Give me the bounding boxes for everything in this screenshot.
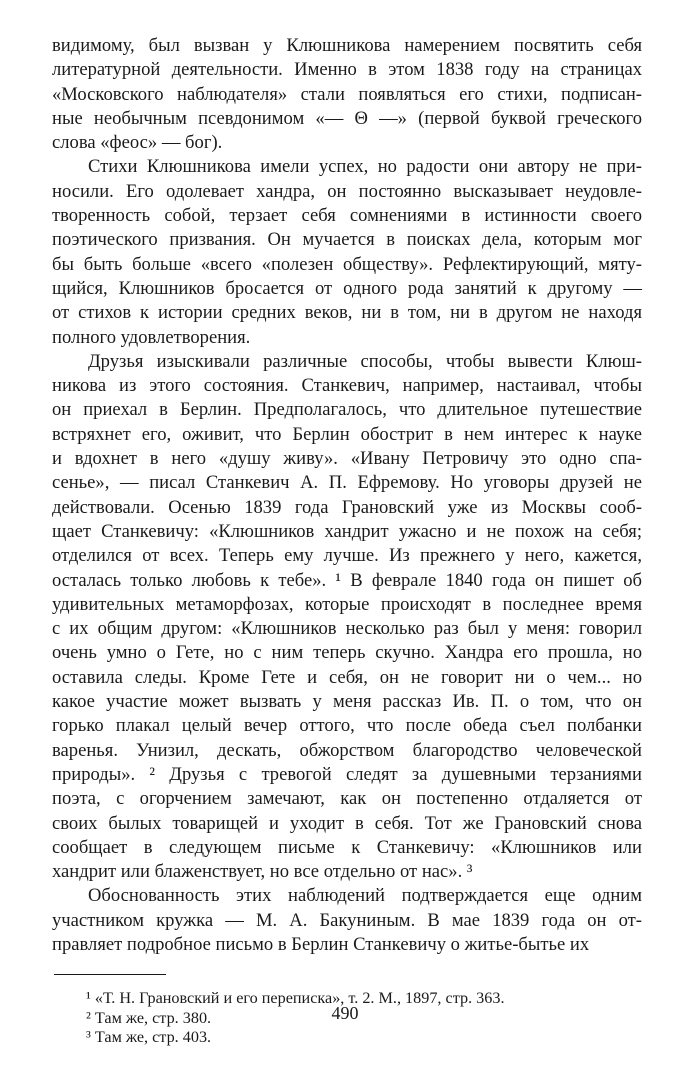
text-line: литературной деятельности. Именно в этом 1838 году на страницах [52, 59, 642, 81]
text-line: с их общим другом: «Клюшников несколько раз был у меня: говорил [52, 618, 642, 640]
text-line: отделился от всех. Теперь ему лучше. Из прежнего у него, кажется, [52, 545, 642, 567]
footnote-divider [54, 974, 166, 975]
text-line: Друзья изыскивали различные способы, чтобы вывести Клюш- [88, 350, 642, 372]
text-line: природы». ² Друзья с тревогой следят за душевными терзаниями [52, 763, 642, 785]
text-line: ные необычным псевдонимом «— Θ —» (первой буквой греческого [52, 107, 642, 129]
text-line: хандрит или блаженствует, но все отдельно от нас». ³ [52, 861, 473, 883]
footnote: ² Там же, стр. 380. [86, 1008, 212, 1027]
text-line: сообщает в следующем письме к Станкевичу: «Клюшников или [52, 836, 642, 858]
text-line: сенье», — писал Станкевич А. П. Ефремову. Но уговоры друзей не [52, 472, 642, 494]
text-line: слова «феос» — бог). [52, 132, 223, 154]
text-line: бы быть больше «всего «полезен обществу». Рефлектирующий, мяту- [52, 253, 642, 275]
text-line: встряхнет его, оживит, что Берлин обострит в нем интерес к науке [52, 423, 642, 445]
text-line: он приехал в Берлин. Предполагалось, что длительное путешествие [52, 399, 642, 421]
text-line: осталась только любовь к тебе». ¹ В феврале 1840 года он пишет об [52, 569, 642, 591]
text-line: видимому, был вызван у Клюшникова намерением посвятить себя [52, 35, 642, 56]
book-page [52, 34, 642, 1048]
text-line: оставила следы. Кроме Гете и себя, он не говорит ни о чем... но [52, 666, 642, 688]
text-line: носили. Его одолевает хандра, он постоянно высказывает неудовле- [52, 180, 642, 202]
paragraph [52, 884, 642, 957]
text-line: действовали. Осенью 1839 года Грановский уже из Москвы сооб- [52, 496, 642, 518]
text-line: Обоснованность этих наблюдений подтверждается еще одним [88, 885, 642, 907]
paragraph [52, 350, 642, 885]
text-line: «Московского наблюдателя» стали появляться его стихи, подписан- [52, 83, 642, 105]
paragraph [52, 155, 642, 349]
text-line: творенность собой, терзает себя сомнениями в истинности своего [52, 205, 642, 227]
text-line: полного удовлетворения. [52, 326, 251, 348]
text-line: своих былых товарищей и уходит в себя. Тот же Грановский снова [52, 812, 642, 834]
text-line: Стихи Клюшникова имели успех, но радости они автору не при- [88, 156, 642, 178]
text-line: участником кружка — М. А. Бакуниным. В мае 1839 года он от- [52, 909, 642, 931]
text-line: варенья. Унизил, дескать, обжорством благородство человеческой [52, 739, 642, 761]
paragraph [52, 34, 642, 155]
text-line: поэтического призвания. Он мучается в поисках дела, которым мог [52, 229, 642, 251]
text-line: никова из этого состояния. Станкевич, например, настаивал, чтобы [52, 375, 642, 397]
text-line: от стихов к истории средних веков, ни в том, ни в другом не находя [52, 302, 642, 324]
text-line: щийся, Клюшников бросается от одного рода занятий к другому — [52, 277, 642, 299]
body-text [52, 34, 642, 957]
footnote: ³ Там же, стр. 403. [86, 1028, 212, 1047]
text-line: щает Станкевичу: «Клюшников хандрит ужасно и не похож на себя; [52, 520, 642, 542]
text-line: горько плакал целый вечер оттого, что после обеда съел полбанки [52, 715, 642, 737]
text-line: удивительных метаморфозах, которые происходят в последнее время [52, 593, 642, 615]
text-line: какое участие может вызвать у меня рассказ Ив. П. о том, что он [52, 691, 642, 713]
page-number: 490 [331, 1003, 359, 1023]
footnote: ¹ «Т. Н. Грановский и его переписка», т. 2. М., 1897, стр. 363. [86, 989, 505, 1008]
text-line: поэта, с огорчением замечают, как он постепенно отдаляется от [52, 788, 642, 810]
text-line: очень умно о Гете, но с ним теперь скучно. Хандра его прошла, но [52, 642, 642, 664]
text-line: правляет подробное письмо в Берлин Станкевичу о житье-бытье их [52, 933, 590, 955]
text-line: и вдохнет в него «душу живу». «Ивану Петровичу это одно спа- [52, 448, 642, 470]
